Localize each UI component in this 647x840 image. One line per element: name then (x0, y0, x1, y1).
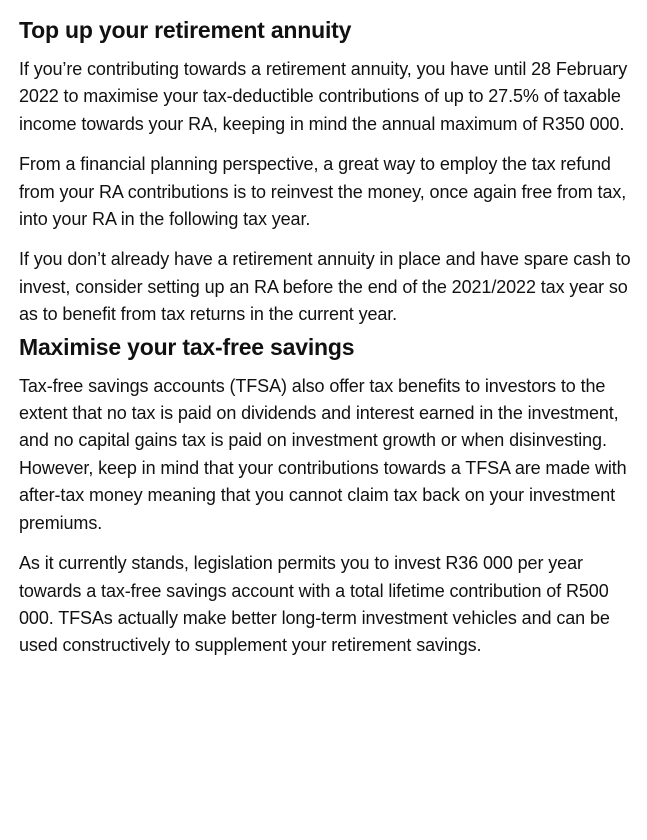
paragraph: As it currently stands, legislation permits you to invest R36 000 per year towards a tax-free savings account with a total lifetime contribution of R500 000. TFSAs actually make better long-term investment vehicles and can be used constructively to supplement your retirement savings. (19, 553, 610, 656)
paragraph: If you don’t already have a retirement annuity in place and have spare cash to invest, consider setting up an RA before the end of the 2021/2022 tax year so as to benefit from tax returns in the current year. (19, 249, 631, 325)
section-tax-free-savings (19, 331, 633, 660)
section-heading: Maximise your tax-free savings (19, 333, 355, 360)
section-retirement-annuity (19, 14, 633, 329)
section-heading: Top up your retirement annuity (19, 17, 352, 43)
paragraph: From a financial planning perspective, a great way to employ the tax refund from your RA contributions is to reinvest the money, once again free from tax, into your RA in the following tax year. (19, 154, 627, 230)
paragraph: Tax-free savings accounts (TFSA) also offer tax benefits to investors to the extent that no tax is paid on dividends and interest earned in the investment, and no capital gains tax is paid on investment growth or when disinvesting. However, keep in mind that your contributions towards a TFSA are made with after-tax money meaning that you cannot claim tax back on your investment premiums. (19, 375, 627, 533)
paragraph: If you’re contributing towards a retirement annuity, you have until 28 February 2022 to maximise your tax-deductible contributions of up to 27.5% of taxable income towards your RA, keeping in mind the annual maximum of R350 000. (19, 59, 628, 134)
